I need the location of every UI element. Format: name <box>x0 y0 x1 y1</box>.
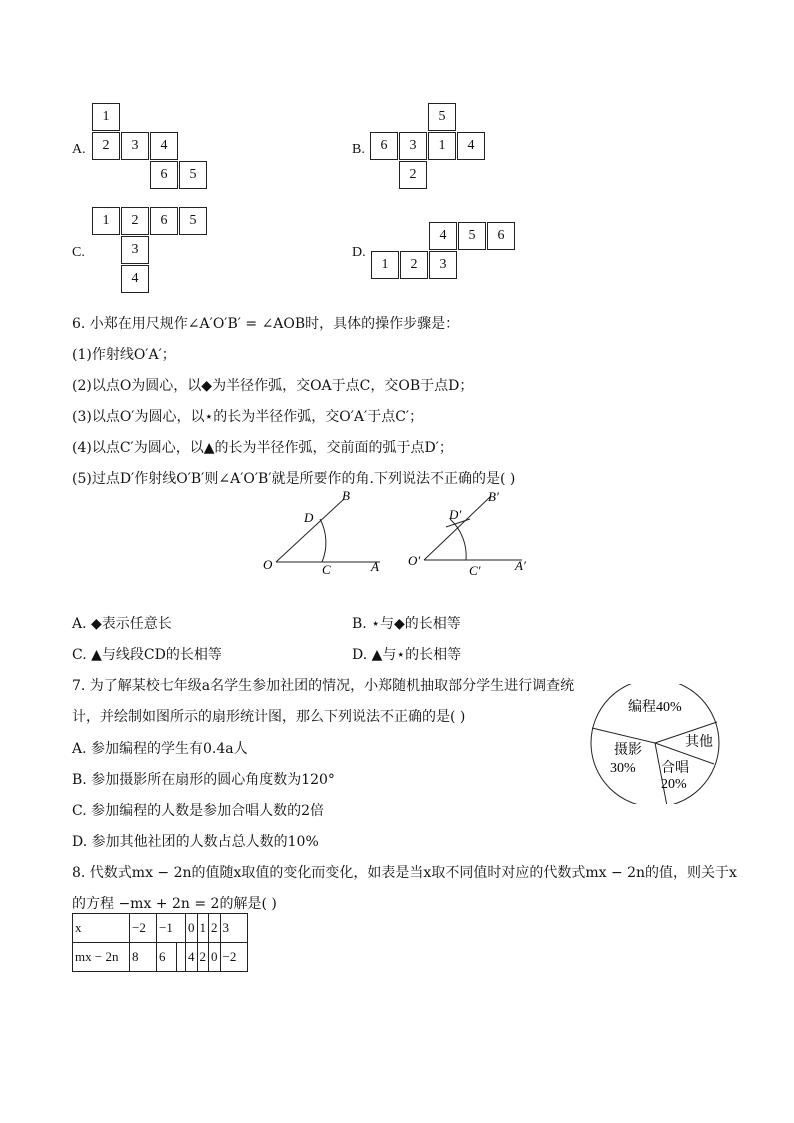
point-label: O′ <box>408 553 421 568</box>
table-cell: 2 <box>209 914 221 943</box>
q8-stem: 8. 代数式mx − 2n的值随x取值的变化而变化，如表是当x取不同值时对应的代数式mx − 2n的值，则关于x <box>72 865 737 881</box>
net-square: 5 <box>458 222 486 250</box>
point-label: C <box>322 562 331 577</box>
table-cell: 8 <box>130 943 157 972</box>
net-square: 4 <box>429 222 457 250</box>
angle-a-prime-o-prime-b-prime <box>408 489 526 578</box>
q6-option-a: A. ◆表示任意长 <box>72 616 172 632</box>
net-square: 2 <box>400 251 428 279</box>
table-cell: −1 <box>157 914 186 943</box>
angle-construction-figure <box>250 485 550 585</box>
net-square: 1 <box>428 132 456 160</box>
table-cell: −2 <box>130 914 157 943</box>
point-label: O <box>263 557 273 572</box>
slice-label-other: 其他 <box>685 735 713 750</box>
slice-percent-chorus: 20% <box>661 777 687 792</box>
table-row <box>73 914 248 943</box>
value-table <box>72 913 248 972</box>
q6-option-b: B. ⋆与◆的长相等 <box>352 616 461 632</box>
table-cell: 4 <box>186 943 198 972</box>
net-square: 4 <box>121 265 149 293</box>
angle-aob <box>263 488 380 577</box>
net-square: 5 <box>428 103 456 131</box>
point-label: C′ <box>469 563 481 578</box>
q7-option-c: C. 参加编程的人数是参加合唱人数的2倍 <box>72 803 325 819</box>
point-label: A′ <box>515 558 526 573</box>
table-cell: 0 <box>209 943 221 972</box>
q6-step: (4)以点C′为圆心，以▲的长为半径作弧，交前面的弧于点D′； <box>72 440 453 456</box>
point-label: D′ <box>449 507 462 522</box>
table-cell: 3 <box>220 914 247 943</box>
q7-stem: 7. 为了解某校七年级a名学生参加社团的情况，小郑随机抽取部分学生进行调查统 <box>72 678 575 694</box>
net-square: 2 <box>121 207 149 235</box>
q6-stem: 6. 小郑在用尺规作∠A′O′B′ = ∠AOB时，具体的操作步骤是： <box>72 316 460 332</box>
net-square: 3 <box>121 132 149 160</box>
q7-option-d: D. 参加其他社团的人数占总人数的10% <box>72 834 319 850</box>
point-label: A <box>371 559 379 574</box>
table-cell: x <box>73 914 130 943</box>
option-label: C. <box>72 245 85 260</box>
point-label: D <box>304 510 314 525</box>
table-row <box>73 943 248 972</box>
q6-option-c: C. ▲与线段CD的长相等 <box>72 647 222 663</box>
net-square: 3 <box>121 236 149 264</box>
slice-label-chorus: 合唱 <box>661 761 689 776</box>
net-square: 2 <box>399 161 427 189</box>
net-square: 6 <box>487 222 515 250</box>
net-square: 3 <box>399 132 427 160</box>
net-square: 6 <box>150 161 178 189</box>
net-square: 6 <box>150 207 178 235</box>
slice-label-photography: 摄影 <box>614 743 642 758</box>
table-cell: 6 <box>157 943 177 972</box>
net-square: 1 <box>92 207 120 235</box>
table-cell <box>177 943 186 972</box>
net-square: 6 <box>370 132 398 160</box>
q6-step: (2)以点O为圆心，以◆为半径作弧，交OA于点C，交OB于点D； <box>72 378 474 394</box>
net-square: 1 <box>92 103 120 131</box>
q6-step: (1)作射线O′A′； <box>72 347 176 363</box>
point-label: B′ <box>488 489 499 504</box>
q7-stem-continued: 计，并绘制如图所示的扇形统计图，那么下列说法不正确的是( ) <box>72 709 466 725</box>
q6-step: (5)过点D′作射线O′B′则∠A′O′B′就是所要作的角.下列说法不正确的是( ) <box>72 471 516 487</box>
q8-stem-continued: 的方程 −mx + 2n = 2的解是( ) <box>72 896 277 912</box>
net-square: 5 <box>179 207 207 235</box>
net-square: 5 <box>179 161 207 189</box>
q6-step: (3)以点O′为圆心，以⋆的长为半径作弧，交O′A′于点C′； <box>72 409 424 425</box>
net-square: 4 <box>457 132 485 160</box>
slice-percent-photography: 30% <box>610 761 636 776</box>
net-square: 3 <box>429 251 457 279</box>
net-square: 2 <box>92 132 120 160</box>
net-square: 1 <box>371 251 399 279</box>
table-cell: mx − 2n <box>73 943 130 972</box>
q6-option-d: D. ▲与⋆的长相等 <box>352 647 462 663</box>
option-label: D. <box>352 245 366 260</box>
option-label: A. <box>72 142 86 157</box>
table-cell: 2 <box>197 943 209 972</box>
slice-label-programming: 编程40% <box>628 700 682 715</box>
q7-option-a: A. 参加编程的学生有0.4a人 <box>72 741 248 757</box>
q7-option-b: B. 参加摄影所在扇形的圆心角度数为120° <box>72 772 335 788</box>
table-cell: 1 <box>197 914 209 943</box>
table-cell: −2 <box>220 943 247 972</box>
net-square: 4 <box>150 132 178 160</box>
option-label: B. <box>352 142 365 157</box>
point-label: B <box>342 488 350 503</box>
table-cell: 0 <box>186 914 198 943</box>
pie-chart <box>590 684 724 804</box>
